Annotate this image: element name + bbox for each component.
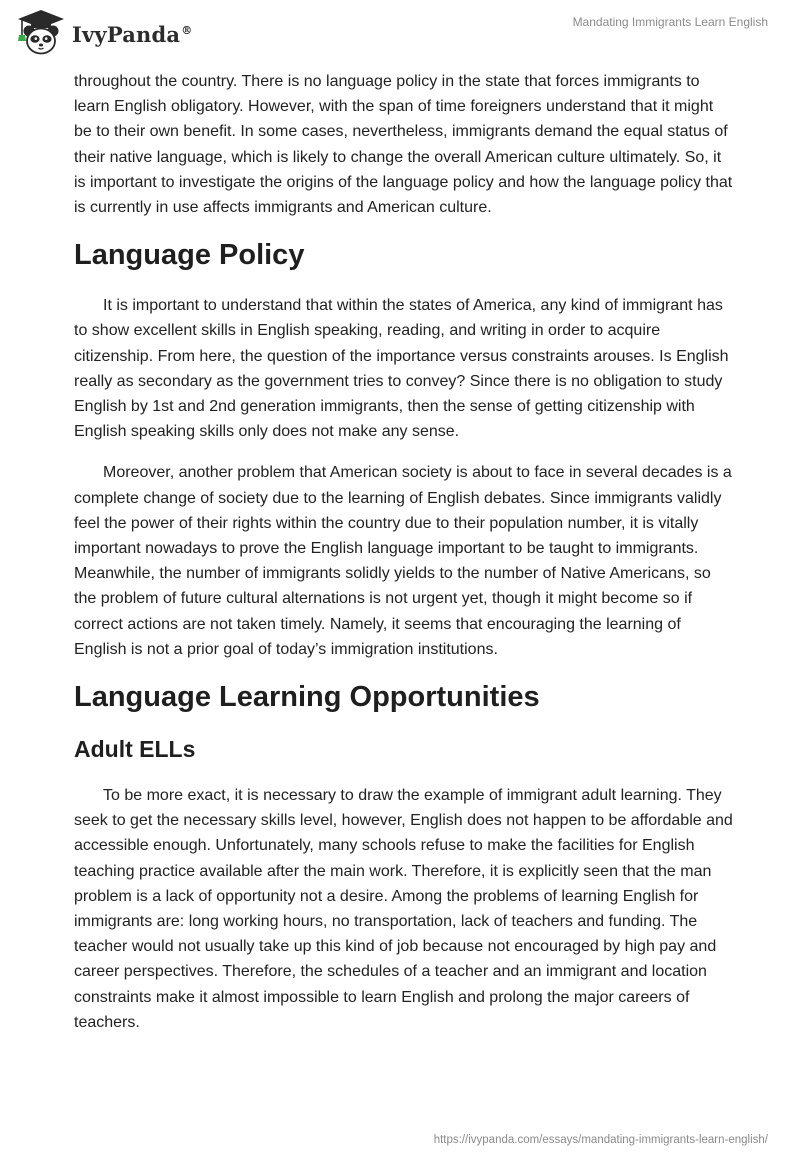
document-title: Mandating Immigrants Learn English — [572, 15, 768, 29]
paragraph: It is important to understand that within the states of America, any kind of immigrant has to show excellent skills in English speaking, reading, and writing in order to acquire citizenship. From here, the question of the importance versus constraints arouses. Is English really as secondary as the government tries to convey? Since there is no obligation to study English by 1st and 2nd generation immigrants, then the sense of getting citizenship with English speaking skills only does not make any sense. — [74, 297, 729, 441]
panda-graduate-icon — [14, 8, 68, 58]
logo-text: IvyPanda — [72, 21, 181, 47]
registered-mark: ® — [181, 23, 193, 37]
ivypanda-logo[interactable] — [14, 8, 192, 58]
subheading-adult-ells: Adult ELLs — [74, 736, 196, 763]
paragraph: Moreover, another problem that American society is about to face in several decades is a complete change of society due to the learning of English debates. Since immigrants validly feel the power of their rights within the country due to their population number, it is vitally important nowadays to prove the English language important to be taught to immigrants. Meanwhile, the number of immigrants solidly yields to the number of Native Americans, so the problem of future cultural alternations is not urgent yet, though it might become so if correct actions are not taken timely. Namely, it seems that encouraging the learning of English is not a prior goal of today’s immigration institutions. — [74, 464, 732, 658]
section-heading-language-policy: Language Policy — [74, 239, 305, 272]
logo-wordmark — [72, 22, 192, 47]
page-header — [0, 0, 800, 70]
intro-paragraph: throughout the country. There is no language policy in the state that forces immigrants to learn English obligatory. However, with the span of time foreigners understand that it might be to their own benefit. In some cases, nevertheless, immigrants demand the equal status of their native language, which is likely to change the overall American culture ultimately. So, it is important to investigate the origins of the language policy and how the language policy that is currently in use affects immigrants and American culture. — [74, 73, 733, 217]
source-url[interactable]: https://ivypanda.com/essays/mandating-immigrants-learn-english/ — [433, 1134, 768, 1146]
essay-body — [74, 69, 734, 1051]
paragraph: To be more exact, it is necessary to draw the example of immigrant adult learning. They seek to get the necessary skills level, however, English does not happen to be affordable and accessible enough. Unfortunately, many schools refuse to make the facilities for English teaching practice available after the main work. Therefore, it is explicitly seen that the man problem is a lack of opportunity not a desire. Among the problems of learning English for immigrants are: long working hours, no transportation, lack of teachers and funding. The teacher would not usually take up this kind of job because not encouraged by high pay and career perspectives. Therefore, the schedules of a teacher and an immigrant and location constraints make it almost impossible to learn English and prolong the major careers of teachers. — [74, 787, 733, 1031]
section-heading-language-learning-opportunities: Language Learning Opportunities — [74, 681, 540, 714]
